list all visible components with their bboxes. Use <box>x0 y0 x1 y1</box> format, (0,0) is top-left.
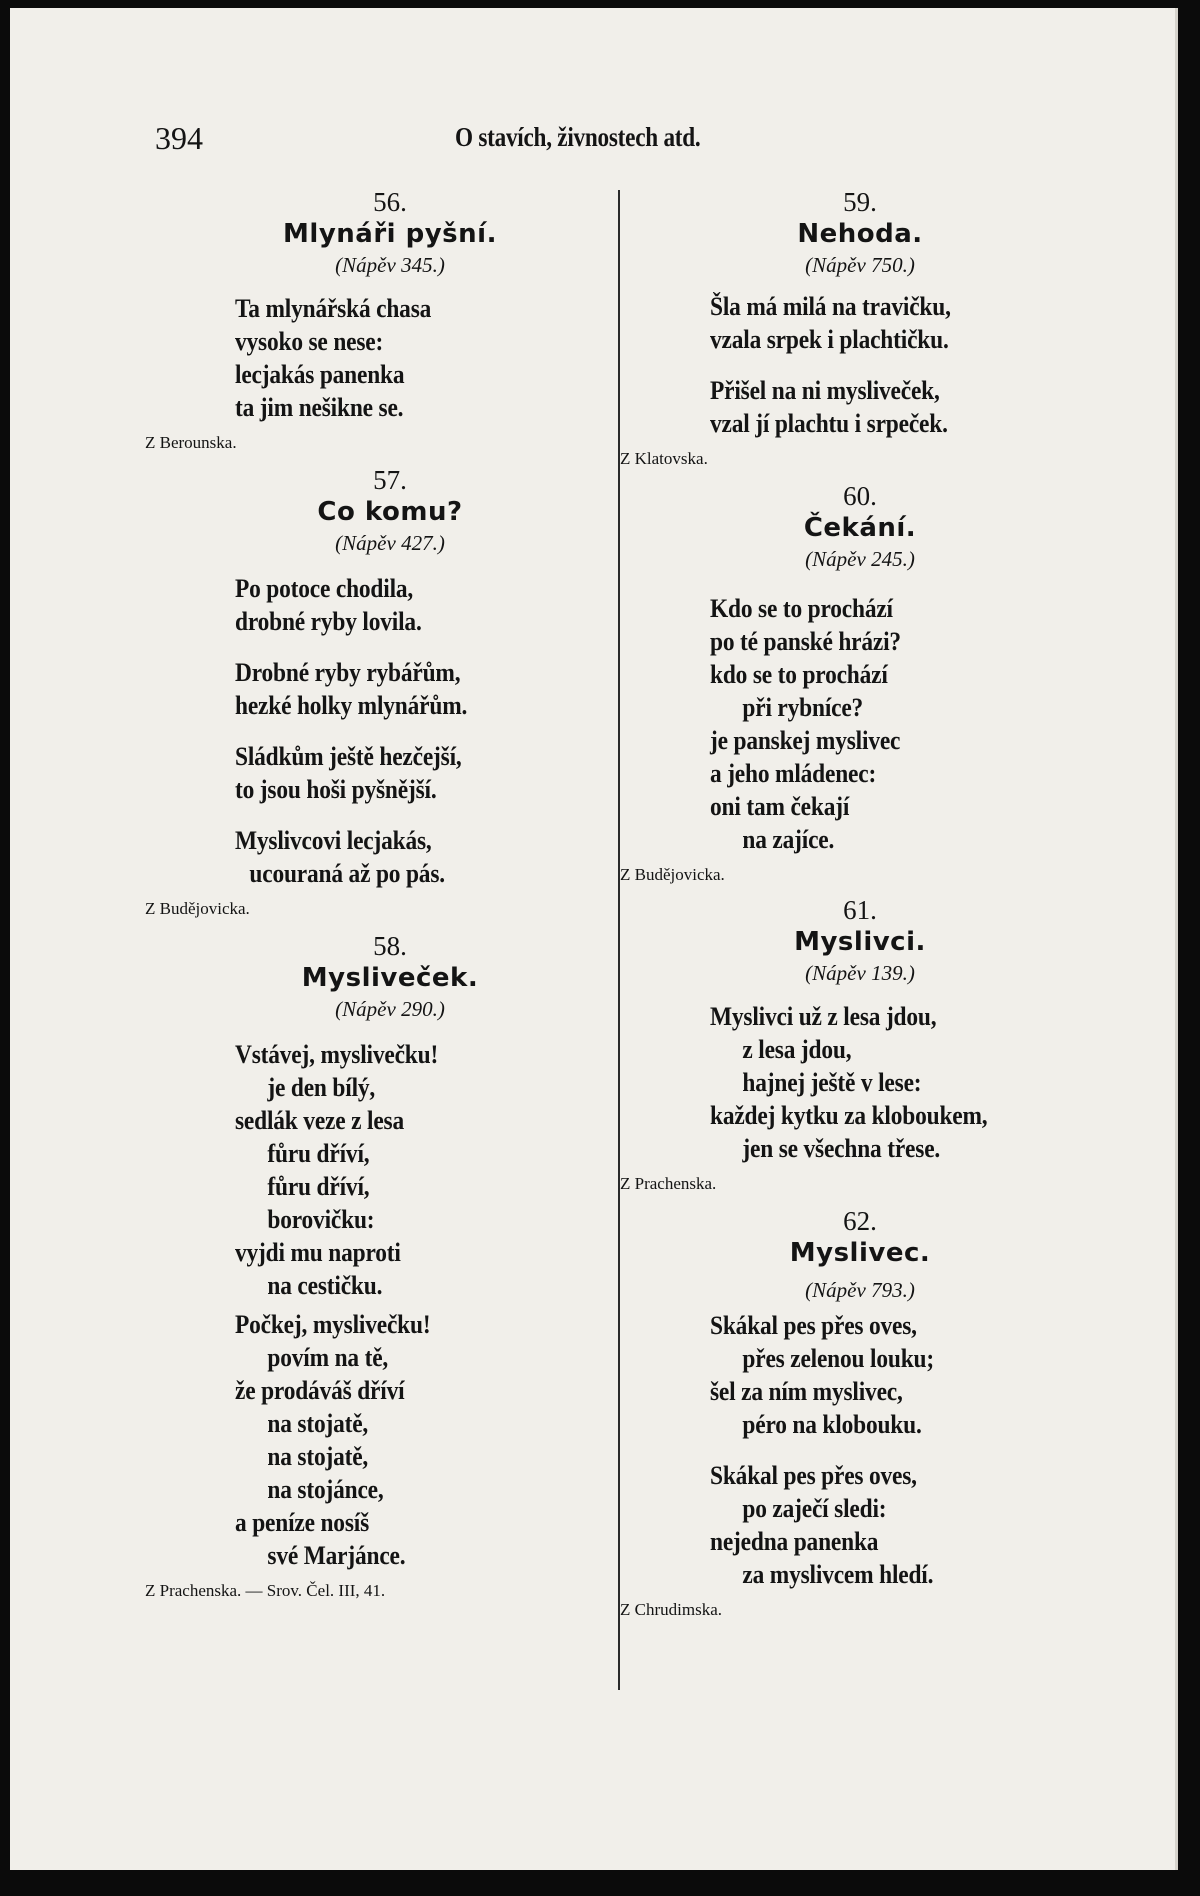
verse-line: Kdo se to prochází <box>710 594 893 623</box>
stanza <box>155 292 625 424</box>
verse-line: Skákal pes přes oves, <box>710 1461 917 1490</box>
poem-source: Z Prachenska. <box>620 1174 717 1193</box>
stanza <box>155 824 625 890</box>
poem-number: 59. <box>843 187 877 217</box>
poem-56 <box>145 186 625 456</box>
verse-line: hezké holky mlynářům. <box>235 691 468 720</box>
verse-line: Šla má milá na travičku, <box>710 292 951 321</box>
verse-line: vzala srpek i plachtičku. <box>710 325 949 354</box>
poem-58 <box>145 930 625 1604</box>
stanza <box>630 592 1090 856</box>
poem-title: Čekání. <box>803 513 917 543</box>
stanza <box>155 1038 625 1302</box>
stanza <box>630 290 1090 356</box>
verse-line: Počkej, myslivečku! <box>235 1310 431 1339</box>
stanza <box>155 572 625 638</box>
poem-59 <box>620 186 1090 472</box>
verse-line: z lesa jdou, <box>742 1035 852 1064</box>
verse-line: hajnej ještě v lese: <box>742 1068 922 1097</box>
poem-title: Myslivci. <box>794 927 926 957</box>
left-column <box>145 186 625 1604</box>
verse-line: jen se všechna třese. <box>742 1134 941 1163</box>
verse-line: Po potoce chodila, <box>235 574 414 603</box>
poem-source: Z Budějovicka. <box>145 899 250 918</box>
poem-number: 62. <box>843 1206 877 1236</box>
verse-line: fůru dříví, <box>267 1172 370 1201</box>
verse-line: Přišel na ni mysliveček, <box>710 376 940 405</box>
poem-number: 58. <box>373 931 407 961</box>
poem-number: 56. <box>373 187 407 217</box>
verse-line: na stojánce, <box>267 1475 384 1504</box>
verse-line: při rybníce? <box>742 693 864 722</box>
verse-line: Vstávej, myslivečku! <box>235 1040 439 1069</box>
poem-title: Mysliveček. <box>301 963 479 993</box>
verse-line: vzal jí plachtu i srpeček. <box>710 409 948 438</box>
verse-line: nejedna panenka <box>710 1527 879 1556</box>
verse-line: ta jim nešikne se. <box>235 393 404 422</box>
poem-57 <box>145 464 625 922</box>
verse-line: drobné ryby lovila. <box>235 607 422 636</box>
poem-title: Co komu? <box>317 497 463 527</box>
verse-line: péro na klobouku. <box>742 1410 922 1439</box>
verse-line: každej kytku za kloboukem, <box>710 1101 988 1130</box>
page-number: 394 <box>155 120 203 156</box>
verse-line: oni tam čekají <box>710 792 850 821</box>
poem-number: 60. <box>843 481 877 511</box>
verse-line: za myslivcem hledí. <box>742 1560 934 1589</box>
poem-number: 61. <box>843 895 877 925</box>
stanza <box>155 656 625 722</box>
stanza <box>155 1308 625 1572</box>
verse-line: povím na tě, <box>267 1343 389 1372</box>
verse-line: na stojatě, <box>267 1409 369 1438</box>
verse-line: po té panské hrázi? <box>710 627 901 656</box>
page-header <box>10 120 1175 160</box>
verse-line: na cestičku. <box>267 1271 383 1300</box>
verse-line: Ta mlynářská chasa <box>235 294 432 323</box>
poem-62 <box>620 1205 1090 1623</box>
verse-line: na zajíce. <box>742 825 835 854</box>
stanza <box>630 1459 1090 1591</box>
stanza <box>630 374 1090 440</box>
verse-line: Myslivcovi lecjakás, <box>235 826 432 855</box>
poem-60 <box>620 480 1090 888</box>
poem-title: Mlynáři pyšní. <box>283 219 497 249</box>
book-page <box>10 8 1178 1870</box>
poem-source: Z Klatovska. <box>620 449 708 468</box>
verse-line: že prodáváš dříví <box>235 1376 405 1405</box>
verse-line: sedlák veze z lesa <box>235 1106 404 1135</box>
verse-line: Myslivci už z lesa jdou, <box>710 1002 937 1031</box>
verse-line: vysoko se nese: <box>235 327 384 356</box>
poem-61 <box>620 894 1090 1197</box>
verse-line: je panskej myslivec <box>710 726 901 755</box>
poem-tune: (Nápěv 750.) <box>805 253 915 277</box>
verse-line: Sládkům ještě hezčejší, <box>235 742 462 771</box>
poem-number: 57. <box>373 465 407 495</box>
verse-line: kdo se to prochází <box>710 660 888 689</box>
verse-line: fůru dříví, <box>267 1139 370 1168</box>
verse-line: je den bílý, <box>267 1073 376 1102</box>
right-column <box>620 186 1090 1623</box>
verse-line: na stojatě, <box>267 1442 369 1471</box>
poem-tune: (Nápěv 345.) <box>335 253 445 277</box>
stanza <box>630 1309 1090 1441</box>
verse-line: lecjakás panenka <box>235 360 405 389</box>
verse-line: šel za ním myslivec, <box>710 1377 903 1406</box>
verse-line: po zaječí sledi: <box>742 1494 887 1523</box>
poem-title: Myslivec. <box>789 1238 931 1268</box>
verse-line: vyjdi mu naproti <box>235 1238 401 1267</box>
running-title: O stavích, živnostech atd. <box>455 122 701 152</box>
poem-tune: (Nápěv 427.) <box>335 531 445 555</box>
stanza <box>630 1000 1090 1165</box>
poem-tune: (Nápěv 793.) <box>805 1278 915 1302</box>
stanza <box>155 740 625 806</box>
verse-line: Skákal pes přes oves, <box>710 1311 917 1340</box>
poem-source: Z Berounska. <box>145 433 237 452</box>
verse-line: borovičku: <box>267 1205 375 1234</box>
verse-line: své Marjánce. <box>267 1541 406 1570</box>
poem-tune: (Nápěv 245.) <box>805 547 915 571</box>
poem-tune: (Nápěv 290.) <box>335 997 445 1021</box>
poem-source: Z Prachenska. — Srov. Čel. III, 41. <box>145 1581 386 1600</box>
verse-line: přes zelenou louku; <box>742 1344 935 1373</box>
verse-line: to jsou hoši pyšnější. <box>235 775 437 804</box>
poem-source: Z Budějovicka. <box>620 865 725 884</box>
poem-title: Nehoda. <box>797 219 923 249</box>
poem-source: Z Chrudimska. <box>620 1600 722 1619</box>
verse-line: Drobné ryby rybářům, <box>235 658 461 687</box>
poem-tune: (Nápěv 139.) <box>805 961 915 985</box>
verse-line: a jeho mládenec: <box>710 759 877 788</box>
verse-line: ucouraná až po pás. <box>249 859 445 888</box>
verse-line: a peníze nosíš <box>235 1508 370 1537</box>
